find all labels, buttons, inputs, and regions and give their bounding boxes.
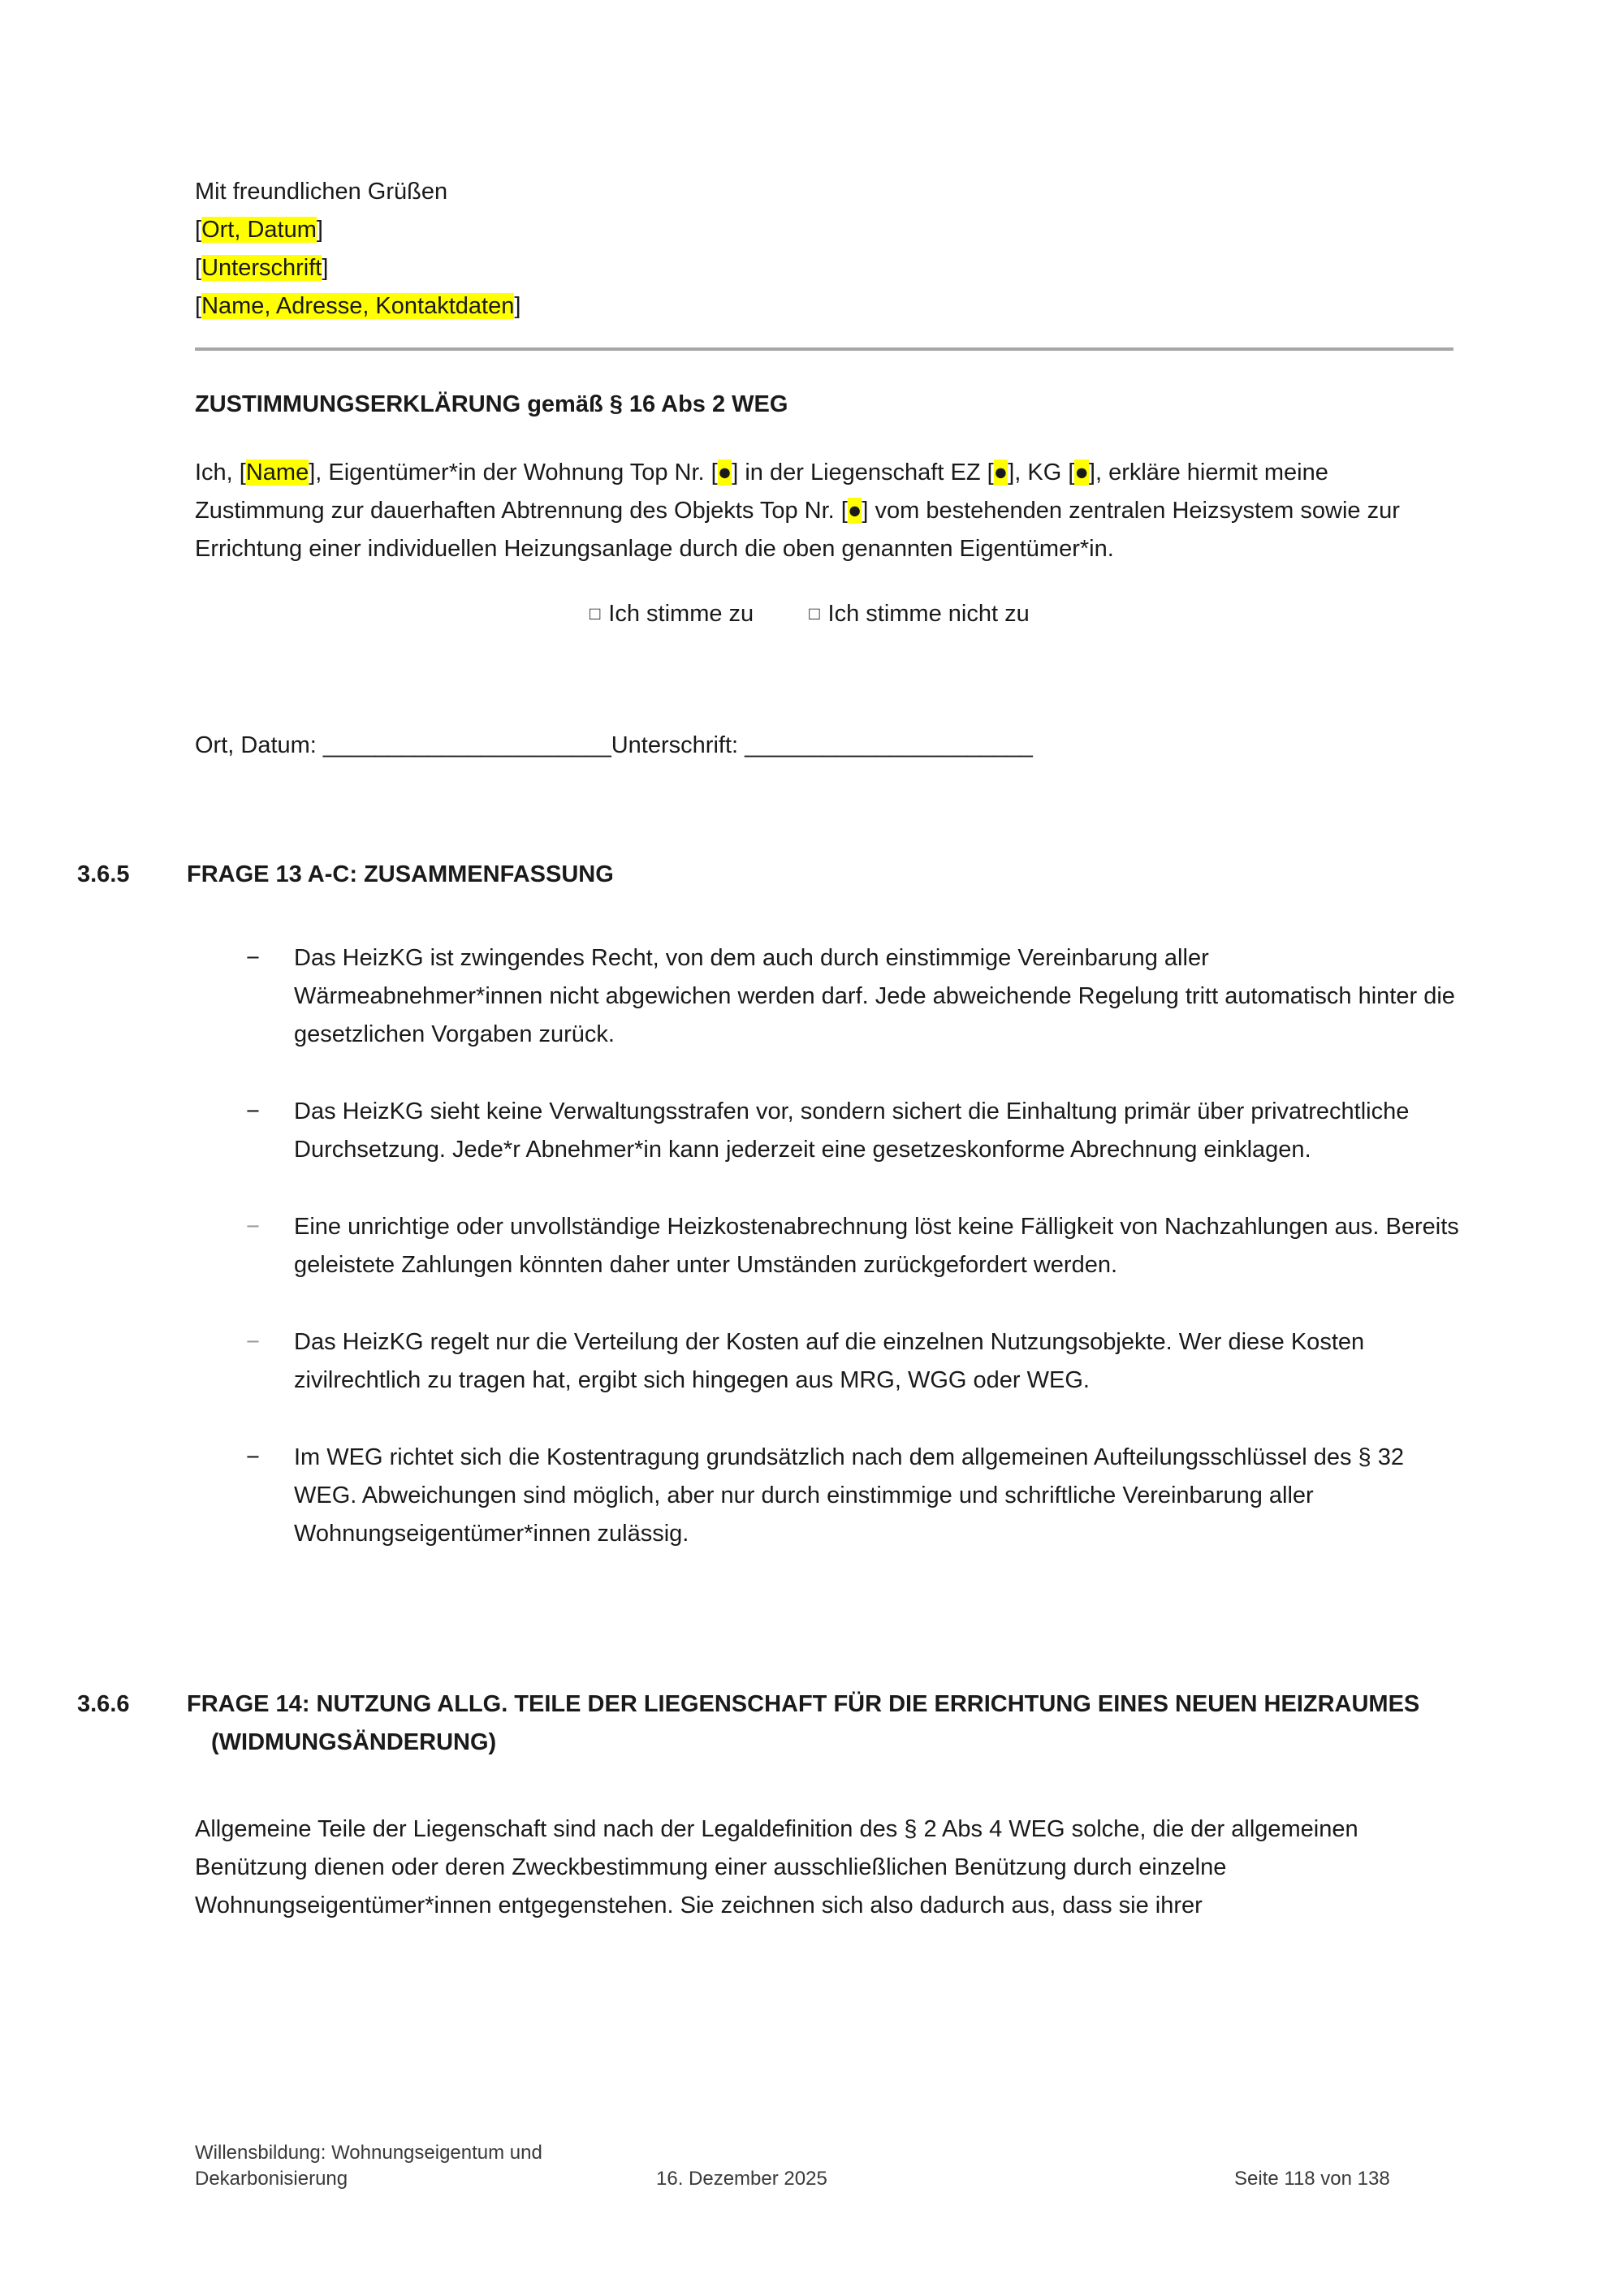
checkbox-icon[interactable]: □ <box>590 603 601 624</box>
closing-signature: [Unterschrift] <box>195 255 329 281</box>
dash-bullet: − <box>246 1214 260 1240</box>
consent-options <box>590 601 1030 628</box>
closing-block <box>195 173 520 326</box>
list-item: − Im WEG richtet sich die Kostentragung grundsätzlich nach dem allgemeinen Aufteilungsschlüssel des § 32 WEG. Abweichungen sind möglich, aber nur durch einstimmige und schriftliche Vereinbarung aller Wohnungseigentümer*innen zulässig. <box>195 1439 1462 1553</box>
dash-bullet: − <box>246 945 260 971</box>
footer-date: 16. Dezember 2025 <box>656 2168 827 2190</box>
signature-placeholder: Unterschrift <box>201 255 322 281</box>
contact-placeholder: Name, Adresse, Kontaktdaten <box>201 293 515 319</box>
kg-placeholder: ● <box>1074 460 1089 486</box>
dash-bullet: − <box>246 1329 260 1355</box>
horizontal-divider <box>195 347 1453 351</box>
option-disagree-label: Ich stimme nicht zu <box>827 601 1030 627</box>
place-date-placeholder: Ort, Datum <box>201 217 317 243</box>
closing-place-date: [Ort, Datum] <box>195 217 323 243</box>
name-placeholder: Name <box>245 460 309 486</box>
consent-title: ZUSTIMMUNGSERKLÄRUNG gemäß § 16 Abs 2 WEG <box>195 391 788 417</box>
top-nr-placeholder: ● <box>717 460 732 486</box>
signature-line: Ort, Datum: ______________________Unterschrift: ______________________ <box>195 732 1033 758</box>
consent-paragraph: Ich, [Name], Eigentümer*in der Wohnung Top Nr. [●] in der Liegenschaft EZ [●], KG [●], erkläre hiermit meine Zustimmung zur dauerhaften Abtrennung des Objekts Top Nr. [●] vom bestehenden zentralen Heizsystem sowie zur Errichtung einer individuellen Heizungsanlage durch die oben genannten Eigentümer*in. <box>195 460 1400 562</box>
option-disagree[interactable] <box>809 601 1029 628</box>
option-agree-label: Ich stimme zu <box>608 601 754 627</box>
section-366-paragraph: Allgemeine Teile der Liegenschaft sind nach der Legaldefinition des § 2 Abs 4 WEG solche, die der allgemeinen Benützung dienen oder deren Zweckbestimmung einer ausschließlichen Benützung durch einzelne Wohnungseigentümer*innen entgegenstehen. Sie zeichnen sich also dadurch aus, dass sie ihrer <box>195 1816 1358 1918</box>
section-number-366: 3.6.6 <box>77 1691 130 1717</box>
closing-greeting: Mit freundlichen Grüßen <box>195 179 448 205</box>
list-item: − Eine unrichtige oder unvollständige Heizkostenabrechnung löst keine Fälligkeit von Nachzahlungen aus. Bereits geleistete Zahlungen könnten daher unter Umständen zurückgefordert werden. <box>195 1208 1462 1284</box>
footer-document-title: Willensbildung: Wohnungseigentum und Dekarbonisierung <box>195 2142 542 2190</box>
dash-bullet: − <box>246 1444 260 1470</box>
section-title-365: FRAGE 13 A-C: ZUSAMMENFASSUNG <box>187 861 614 887</box>
object-top-nr-placeholder: ● <box>847 498 862 524</box>
list-item: − Das HeizKG regelt nur die Verteilung der Kosten auf die einzelnen Nutzungsobjekte. Wer diese Kosten zivilrechtlich zu tragen hat, ergibt sich hingegen aus MRG, WGG oder WEG. <box>195 1323 1462 1400</box>
closing-contact: [Name, Adresse, Kontaktdaten] <box>195 293 521 319</box>
checkbox-icon[interactable]: □ <box>809 603 820 624</box>
section-title-366: FRAGE 14: NUTZUNG ALLG. TEILE DER LIEGENSCHAFT FÜR DIE ERRICHTUNG EINES NEUEN HEIZRAUMES (WIDMUNGSÄNDERUNG) <box>187 1691 1420 1755</box>
dash-bullet: − <box>246 1098 260 1124</box>
section-number-365: 3.6.5 <box>77 861 130 887</box>
summary-bullet-list <box>195 939 1462 1592</box>
option-agree[interactable] <box>590 601 754 628</box>
list-item: − Das HeizKG sieht keine Verwaltungsstrafen vor, sondern sichert die Einhaltung primär über privatrechtliche Durchsetzung. Jede*r Abnehmer*in kann jederzeit eine gesetzeskonforme Abrechnung einklagen. <box>195 1093 1462 1169</box>
list-item: − Das HeizKG ist zwingendes Recht, von dem auch durch einstimmige Vereinbarung aller Wärmeabnehmer*innen nicht abgewichen werden darf. Jede abweichende Regelung tritt automatisch hinter die gesetzlichen Vorgaben zurück. <box>195 939 1462 1054</box>
footer-page-number: Seite 118 von 138 <box>1234 2168 1390 2190</box>
ez-placeholder: ● <box>993 460 1009 486</box>
